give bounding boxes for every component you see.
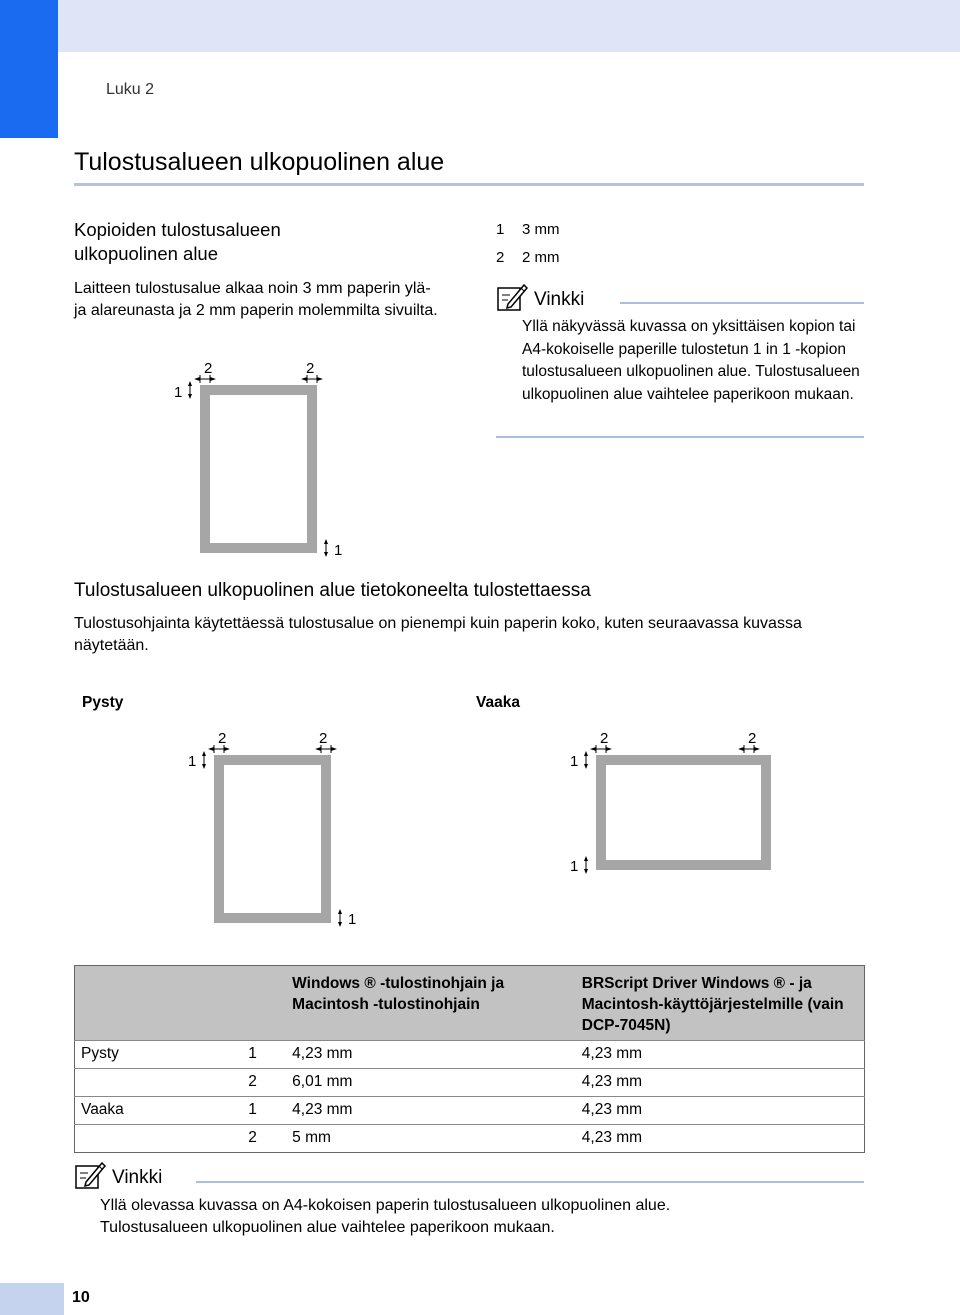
- table-cell: Vaaka: [75, 1097, 243, 1125]
- copy-diagram: [170, 355, 360, 560]
- landscape-label-top-right: 2: [748, 730, 757, 747]
- header-band: [0, 0, 960, 52]
- landscape-label-bottom: 1: [570, 858, 579, 875]
- table-cell: 6,01 mm: [286, 1069, 576, 1097]
- landscape-label: Vaaka: [476, 694, 520, 711]
- print-body: Tulostusohjainta käytettäessä tulostusalue on pienempi kuin paperin koko, kuten seuraavassa kuvassa näytetään.: [74, 615, 802, 654]
- table-row: [75, 1041, 865, 1069]
- table-cell: 2: [242, 1125, 286, 1153]
- table-header: BRScript Driver Windows ® - ja Macintosh-käyttöjärjestelmille (vain DCP-7045N): [576, 966, 865, 1041]
- portrait-label-top-left: 2: [218, 730, 227, 747]
- table-row: [75, 1097, 865, 1125]
- title-rule: [74, 183, 864, 186]
- portrait-label-bottom: 1: [348, 911, 357, 928]
- table-cell: 4,23 mm: [576, 1041, 865, 1069]
- note-title: Vinkki: [534, 288, 585, 310]
- legend-text: 3 mm: [522, 221, 560, 238]
- print-heading: Tulostusalueen ulkopuolinen alue tietokoneelta tulostettaessa: [74, 580, 591, 601]
- copy-label-bottom: 1: [334, 542, 343, 559]
- table-cell: 4,23 mm: [576, 1069, 865, 1097]
- margins-table: [74, 965, 865, 1153]
- table-header-row: [75, 966, 865, 1041]
- table-cell: 1: [242, 1097, 286, 1125]
- table-cell: Pysty: [75, 1041, 243, 1069]
- note-line-2: Tulostusalueen ulkopuolinen alue vaihtelee paperikoon mukaan.: [100, 1219, 555, 1236]
- copy-label-side: 1: [174, 384, 183, 401]
- table-row: [75, 1069, 865, 1097]
- table-cell: 2: [242, 1069, 286, 1097]
- copy-label-top-right: 2: [306, 360, 315, 377]
- portrait-label-side: 1: [188, 753, 197, 770]
- legend-text: 2 mm: [522, 249, 560, 266]
- legend-num: 2: [496, 249, 505, 266]
- table-cell: 4,23 mm: [286, 1097, 576, 1125]
- legend-item: [496, 249, 560, 266]
- landscape-label-top-left: 2: [600, 730, 609, 747]
- table-header: Windows ® -tulostinohjain ja Macintosh -tulostinohjain: [286, 966, 576, 1041]
- section-title: Tulostusalueen ulkopuolinen alue: [74, 148, 445, 176]
- note-text: Yllä näkyvässä kuvassa on yksittäisen kopion tai A4-kokoiselle paperille tulostetun 1 in 1 -kopion tulostusalueen ulkopuolinen alue. Tulostusalueen ulkopuolinen alue vaihtelee paperikoon mukaan.: [522, 318, 860, 403]
- copy-heading: Kopioiden tulostusalueen ulkopuolinen alue: [74, 219, 281, 264]
- pencil-note-icon: [496, 282, 528, 317]
- landscape-label-side: 1: [570, 753, 579, 770]
- table-cell: 5 mm: [286, 1125, 576, 1153]
- note-header: [74, 1160, 162, 1195]
- page-number-tab: [0, 1283, 64, 1315]
- legend-num: 1: [496, 221, 505, 238]
- note-text: [100, 1195, 900, 1239]
- note-header: [496, 282, 584, 317]
- chapter-label: Luku 2: [106, 81, 155, 98]
- table-cell: [75, 1069, 243, 1097]
- portrait-label: Pysty: [82, 694, 124, 711]
- table-cell: 4,23 mm: [286, 1041, 576, 1069]
- legend-item: [496, 221, 560, 238]
- note-bottom-rule: [496, 436, 864, 438]
- portrait-diagram: [184, 725, 374, 935]
- page-number: 10: [72, 1289, 90, 1306]
- chapter-tab: [0, 0, 58, 138]
- table-cell: [75, 1125, 243, 1153]
- table-header: [242, 966, 286, 1041]
- portrait-label-top-right: 2: [319, 730, 328, 747]
- table-row: [75, 1125, 865, 1153]
- note-rule: [196, 1181, 864, 1183]
- table-cell: 4,23 mm: [576, 1097, 865, 1125]
- note-line-1: Yllä olevassa kuvassa on A4-kokoisen paperin tulostusalueen ulkopuolinen alue.: [100, 1197, 671, 1214]
- pencil-note-icon: [74, 1160, 106, 1195]
- table-cell: 4,23 mm: [576, 1125, 865, 1153]
- landscape-diagram: [566, 725, 786, 885]
- note-rule: [620, 302, 864, 304]
- note-title: Vinkki: [112, 1166, 163, 1188]
- table-header: [75, 966, 243, 1041]
- copy-label-top-left: 2: [204, 360, 213, 377]
- table-cell: 1: [242, 1041, 286, 1069]
- copy-body: Laitteen tulostusalue alkaa noin 3 mm paperin ylä- ja alareunasta ja 2 mm paperin molemmilta sivuilta.: [74, 280, 438, 319]
